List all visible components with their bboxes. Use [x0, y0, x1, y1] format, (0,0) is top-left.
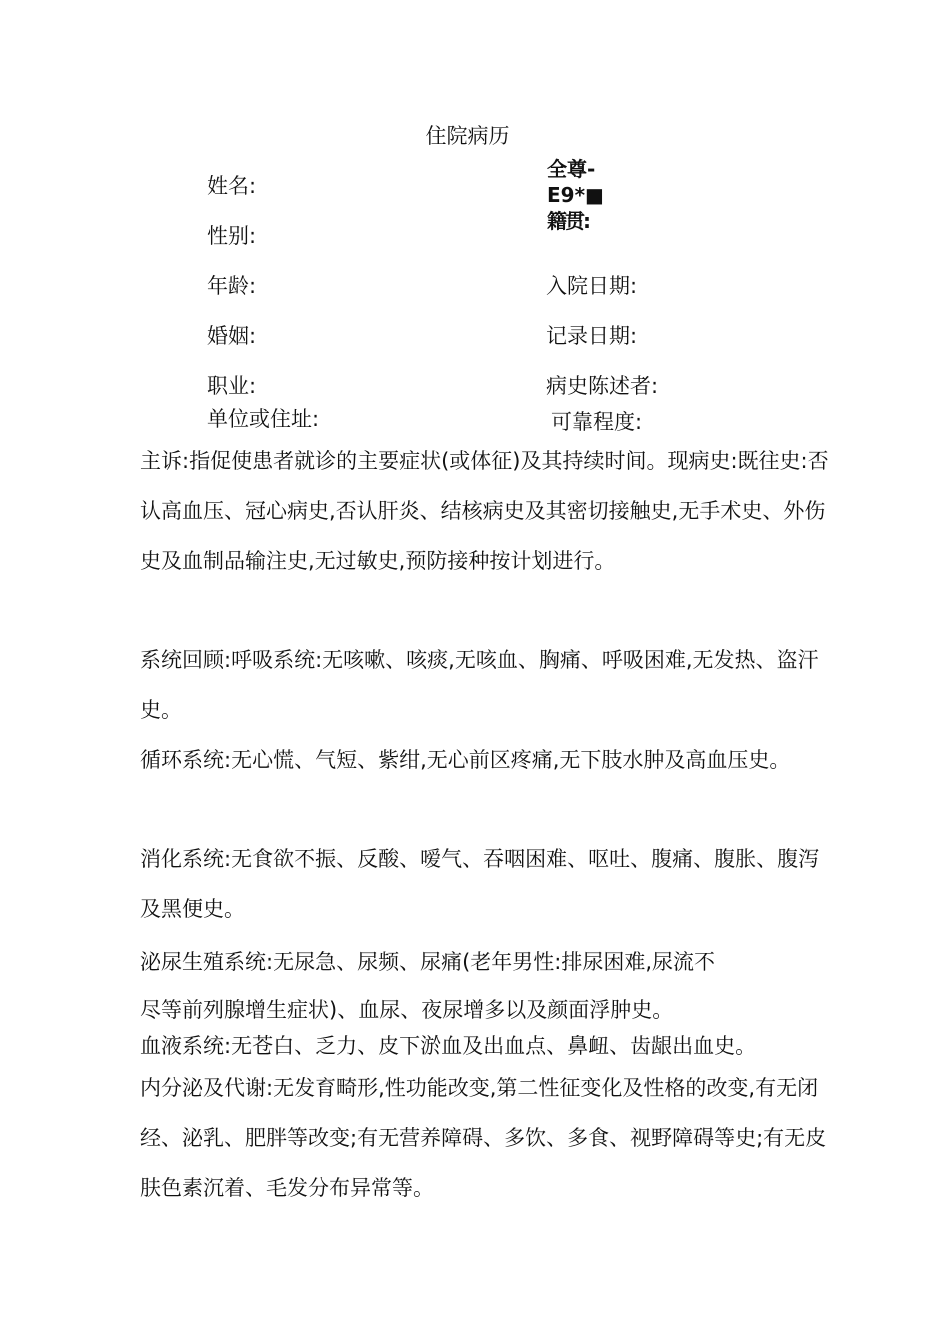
system-review-paragraph: 系统回顾:呼吸系统:无咳嗽、咳痰,无咳血、胸痛、呼吸困难,无发热、盗汗史。: [140, 648, 819, 722]
field-occupation-label: 职业:: [207, 374, 257, 398]
field-address-label: 单位或住址:: [207, 407, 320, 431]
urogenital-paragraph-line-2: 尽等前列腺增生症状)、血尿、夜尿增多以及颜面浮肿史。: [140, 998, 674, 1022]
blood-system-paragraph: 血液系统:无苍白、乏力、皮下淤血及出血点、鼻衄、齿龈出血史。: [140, 1034, 757, 1058]
chief-complaint-paragraph: 主诉:指促使患者就诊的主要症状(或体征)及其持续时间。现病史:既往史:否认高血压、冠心病史,否认肝炎、结核病史及其密切接触史,无手术史、外伤史及血制品输注史,无过敏史,预防接种按计划进行。: [140, 449, 829, 573]
field-age-label: 年龄:: [207, 274, 257, 298]
field-history-narrator-label: 病史陈述者:: [546, 374, 659, 398]
digestive-paragraph: 消化系统:无食欲不振、反酸、嗳气、吞咽困难、呕吐、腹痛、腹胀、腹泻及黑便史。: [140, 847, 820, 921]
page-title: 住院病历: [425, 124, 510, 148]
field-reliability-label: 可靠程度:: [551, 410, 643, 434]
field-name-label: 姓名:: [207, 174, 257, 198]
field-native-place-label: 籍贯:: [547, 209, 589, 233]
endocrine-paragraph: 内分泌及代谢:无发育畸形,性功能改变,第二性征变化及性格的改变,有无闭经、泌乳、肥胖等改变;有无营养障碍、多饮、多食、视野障碍等史;有无皮肤色素沉着、毛发分布异常等。: [140, 1076, 827, 1200]
handwritten-line-2: E9*■: [547, 183, 604, 207]
urogenital-paragraph-line-1: 泌尿生殖系统:无尿急、尿频、尿痛(老年男性:排尿困难,尿流不: [140, 950, 716, 974]
handwritten-line-1: 全尊-: [547, 157, 596, 181]
field-admission-date-label: 入院日期:: [546, 274, 638, 298]
field-record-date-label: 记录日期:: [546, 324, 638, 348]
field-gender-label: 性别:: [207, 224, 257, 248]
field-marriage-label: 婚姻:: [207, 324, 257, 348]
handwritten-entry: [547, 156, 604, 234]
circulatory-paragraph: 循环系统:无心慌、气短、紫绀,无心前区疼痛,无下肢水肿及高血压史。: [140, 748, 791, 772]
